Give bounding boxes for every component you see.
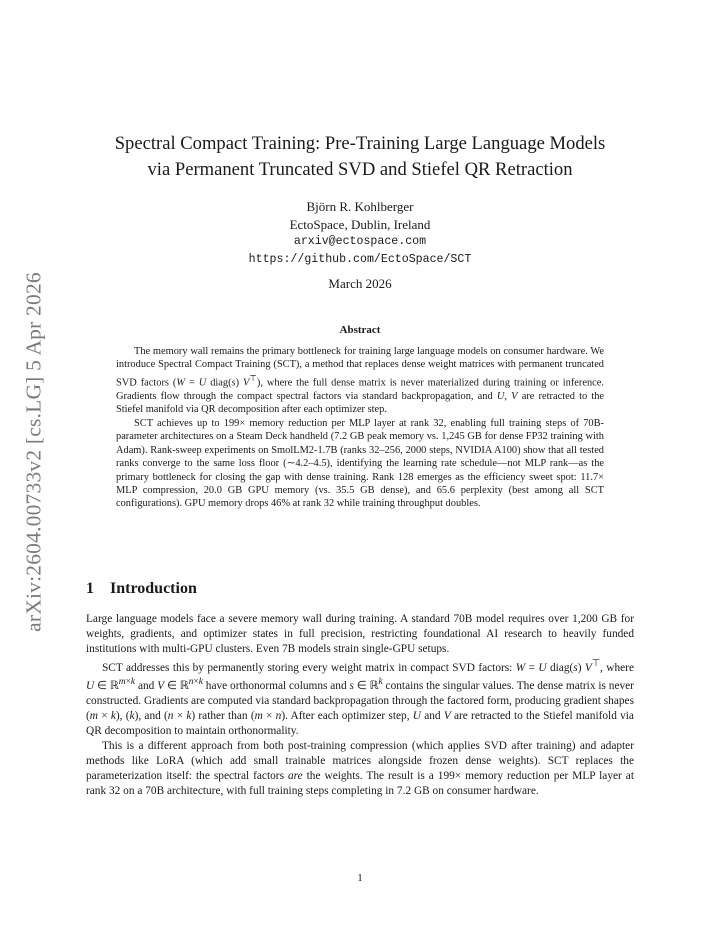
section-number: 1 xyxy=(86,580,94,597)
title-line-1: Spectral Compact Training: Pre-Training Large Language Models xyxy=(114,133,606,154)
intro-paragraph-3: This is a different approach from both post-training compression (which applies SVD after training) and adapter methods like LoRA (which add small trainable matrices alongside frozen dense weights). SCT replaces the parameterization itself: the spectral factors are the weights. The result is a 199× memory reduction per MLP layer at rank 32 on a 70B architecture, with full training steps completing in 7.2 GB on consumer hardware. xyxy=(86,739,634,797)
publication-date: March 2026 xyxy=(328,276,392,291)
abstract-body xyxy=(116,345,604,511)
abstract-heading: Abstract xyxy=(339,324,381,336)
paper-title xyxy=(70,131,650,183)
author-block xyxy=(110,198,610,268)
author-email[interactable]: arxiv@ectospace.com xyxy=(293,235,427,248)
intro-paragraph-1: Large language models face a severe memory wall during training. A standard 70B model requires over 1,200 GB for weights, gradients, and optimizer states in full precision, restricting foundational AI research to heavily funded institutions with multi-GPU clusters. Even 7B models strain single-GPU setups. xyxy=(86,613,634,655)
author-affiliation: EctoSpace, Dublin, Ireland xyxy=(289,216,431,232)
repository-link[interactable]: https://github.com/EctoSpace/SCT xyxy=(248,252,472,266)
author-name: Björn R. Kohlberger xyxy=(306,199,414,214)
page-number: 1 xyxy=(357,872,363,884)
abstract-paragraph-1: The memory wall remains the primary bottleneck for training large language models on consumer hardware. We introduce Spectral Compact Training (SCT), a method that replaces dense weight matrices with permanent truncated SVD factors (W = U diag(s) V⊤), where the full dense matrix is never materialized during training or inference. Gradients flow through the compact spectral factors via standard backpropagation, and U, V are retracted to the Stiefel manifold via QR decomposition after each optimizer step. xyxy=(116,346,605,416)
title-line-2: via Permanent Truncated SVD and Stiefel QR Retraction xyxy=(147,159,573,180)
arxiv-identifier: arXiv:2604.00733v2 [cs.LG] 5 Apr 2026 xyxy=(21,272,46,632)
section-heading-introduction xyxy=(86,580,197,598)
introduction-body xyxy=(86,612,634,798)
abstract-paragraph-2: SCT achieves up to 199× memory reduction per MLP layer at rank 32, enabling full training steps of 70B-parameter architectures on a Steam Deck handheld (7.2 GB peak memory vs. 1,245 GB for dense FP32 training with Adam). Rank-sweep experiments on SmolLM2-1.7B (ranks 32–256, 2000 steps, NVIDIA A100) show that all tested ranks converge to the same loss floor (∼4.2–4.5), identifying the learning rate schedule—not MLP rank—as the primary bottleneck for closing the gap with dense training. Rank 128 emerges as the efficiency sweet spot: 11.7× MLP compression, 20.0 GB GPU memory (vs. 35.5 GB dense), and 65.6 perplexity (best among all SCT configurations). GPU memory drops 46% at rank 32 while training throughput doubles. xyxy=(116,417,604,510)
section-title: Introduction xyxy=(110,580,197,597)
intro-paragraph-2: SCT addresses this by permanently storing every weight matrix in compact SVD factors: W = U diag(s) V⊤, where U ∈ ℝ$^{m\times k}$ and V ∈ ℝ$^{n\times k}$ have orthonormal columns and s ∈ ℝ$^k$ contains the singular values. The dense matrix is never constructed. Gradients are computed via standard backpropagation through the factored form, producing gradient shapes (m × k), (k), and (n × k) rather than (m × n). After each optimizer step, U and V are retracted to the Stiefel manifold via QR decomposition to maintain orthonormality. xyxy=(86,658,634,737)
